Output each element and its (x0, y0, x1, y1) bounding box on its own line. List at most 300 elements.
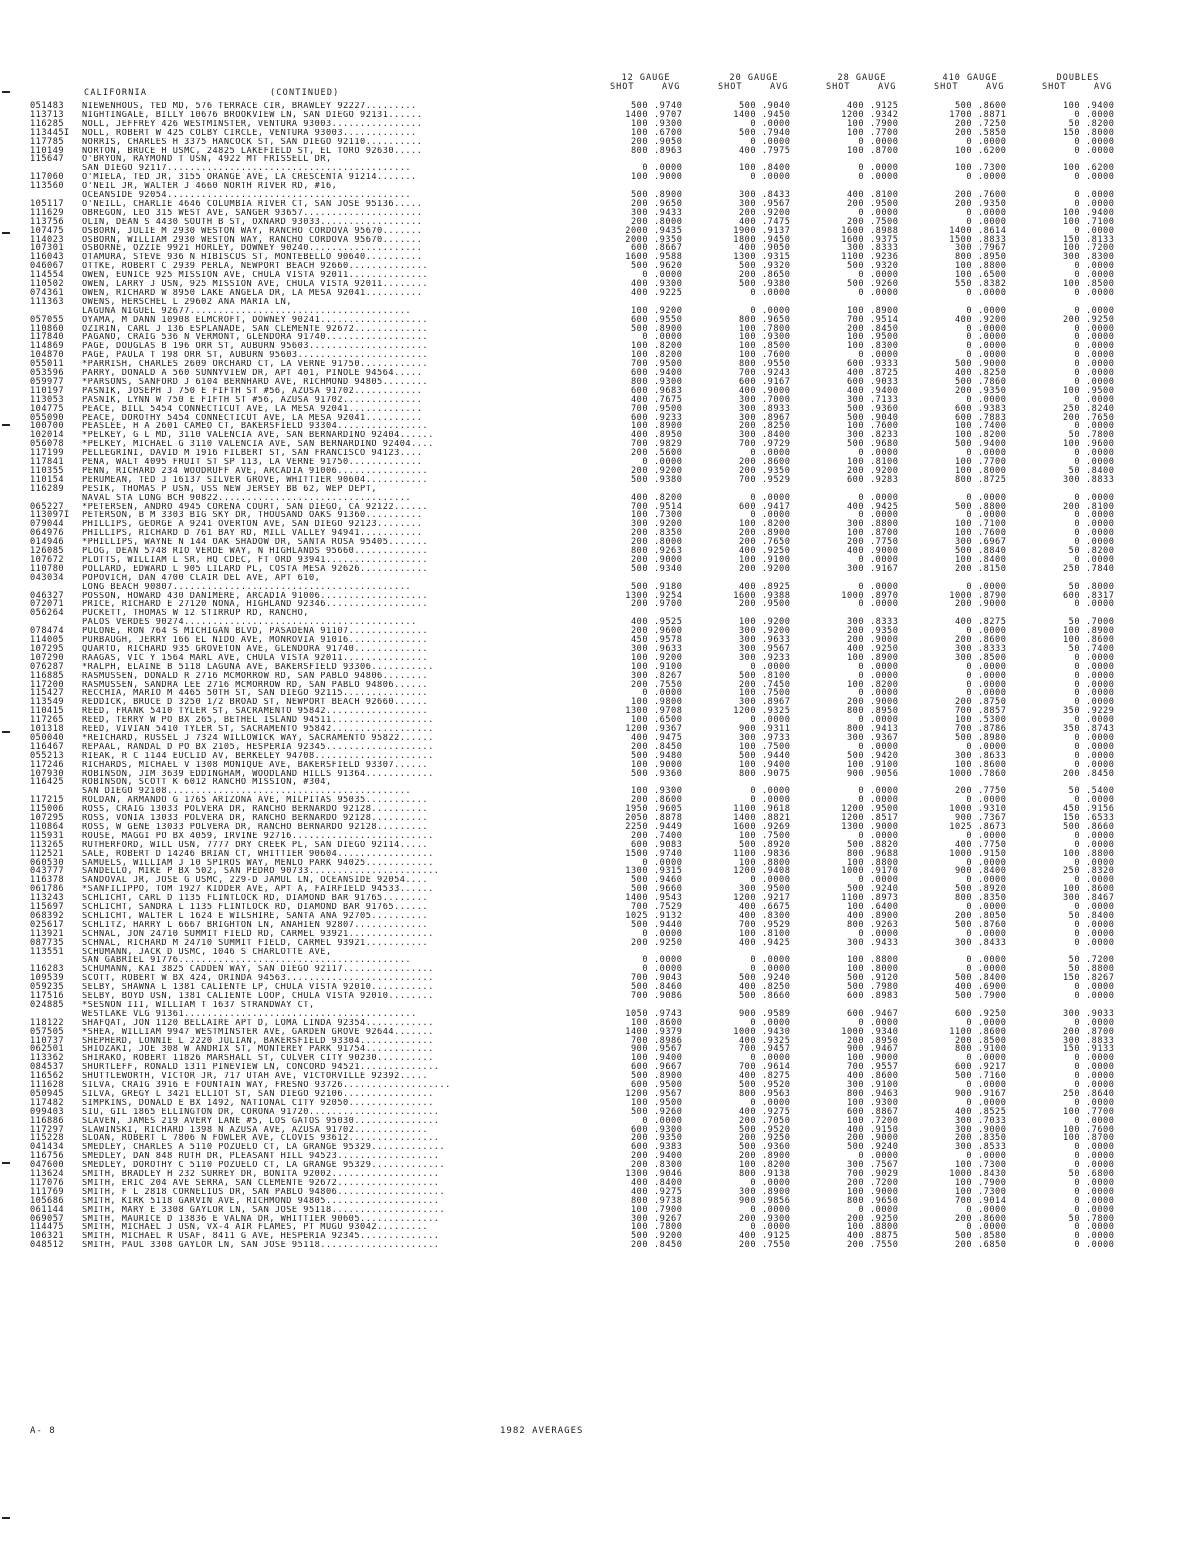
average-value: .7160 (978, 1071, 1007, 1082)
average-value: .0000 (654, 163, 683, 174)
average-value: .0000 (1086, 991, 1115, 1001)
average-value: .8533 (978, 1142, 1007, 1153)
shot-count: 0 (966, 1017, 972, 1028)
average-value: .9086 (654, 991, 683, 1001)
member-name-address: OTAMURA, STEVE 936 N HIBISCUS ST, MONTEBELLO 90640.......... (82, 253, 423, 263)
shot-count: 100 (846, 1222, 864, 1233)
shot-count: 0 (966, 830, 972, 841)
average-value: .8980 (978, 732, 1007, 743)
shot-count: 500 (846, 1142, 864, 1153)
average-value: .0000 (978, 928, 1007, 939)
shot-count: 400 (738, 937, 756, 948)
average-value: .6700 (654, 127, 683, 138)
average-value: .9707 (654, 109, 683, 120)
member-id: 062501 (30, 1044, 65, 1055)
shot-count: 600 (630, 412, 648, 423)
member-id: 053596 (30, 368, 65, 378)
member-name-address: SAN GABRIEL 91776......................................... (82, 956, 412, 966)
shot-count: 0 (1074, 741, 1080, 752)
average-value: .9250 (870, 643, 899, 654)
shot-count: 0 (1074, 172, 1080, 183)
average-value: .0000 (978, 136, 1007, 147)
shot-count: 500 (846, 403, 864, 414)
shot-count: 200 (630, 626, 648, 637)
member-name-address: *PARSONS, SANFORD J 6104 BERNHARD AVE, RICHMOND 94805........ (82, 377, 429, 387)
shot-count: 100 (954, 145, 972, 156)
member-id: 113265 (30, 839, 65, 850)
member-id: 055090 (30, 412, 65, 423)
average-value: .8640 (1086, 1088, 1115, 1099)
average-value: .0000 (762, 661, 791, 672)
shot-count: 100 (630, 786, 648, 797)
average-value: .0000 (870, 661, 899, 672)
member-name-address: ROBINSON, JIM 3639 EDDINGHAM, WOODLAND HILLS 91364............ (82, 769, 434, 779)
shot-count: 0 (642, 688, 648, 699)
member-name-address: PHILLIPS, GEORGE A 9241 OVERTON AVE, SAN DIEGO 92123........ (82, 520, 423, 530)
shot-count: 500 (630, 1071, 648, 1082)
average-value: .7675 (654, 394, 683, 405)
member-name-address: O'BRYON, RAYMOND T USN, 4922 MT FRISSELL DR, (82, 155, 332, 165)
member-id: 117840 (30, 332, 65, 343)
shot-count: 300 (738, 643, 756, 654)
average-value: .8350 (978, 893, 1007, 904)
average-value: .0000 (978, 875, 1007, 886)
shot-count: 600 (630, 368, 648, 378)
shot-count: 0 (1074, 350, 1080, 361)
average-value: .8400 (978, 973, 1007, 984)
shot-count: 50 (1068, 964, 1080, 975)
member-name-address: *SESNON III, WILLIAM T 1637 STRANDWAY CT, (82, 1000, 315, 1010)
shot-count: 200 (630, 554, 648, 565)
average-value: .9260 (654, 1106, 683, 1117)
average-value: .9200 (762, 207, 791, 218)
shot-count: 1600 (733, 821, 756, 832)
average-value: .0000 (978, 795, 1007, 806)
average-value: .9311 (762, 724, 791, 734)
average-value: .9360 (654, 768, 683, 779)
member-id: 061786 (30, 884, 65, 895)
shot-count: 700 (846, 314, 864, 325)
average-value: .8950 (654, 430, 683, 441)
member-id: 113097I (30, 510, 70, 521)
shot-count: 300 (846, 1160, 864, 1171)
average-value: .9367 (870, 732, 899, 743)
shot-count: 250 (1062, 403, 1080, 414)
shot-count: 100 (846, 127, 864, 138)
member-id: 050040 (30, 732, 65, 743)
shot-count: 200 (630, 1160, 648, 1171)
shot-count: 150 (1062, 127, 1080, 138)
average-value: .0000 (978, 741, 1007, 752)
shot-count: 600 (630, 314, 648, 325)
shot-count: 700 (738, 474, 756, 485)
member-name-address: REDDICK, BRUCE D 3250 1/2 BROAD ST, NEWPORT BEACH 92660...... (82, 698, 429, 708)
average-value: .8933 (762, 403, 791, 414)
shot-count: 0 (966, 207, 972, 218)
average-value: .9620 (654, 261, 683, 272)
average-value: .7400 (654, 830, 683, 841)
average-value: .0000 (870, 163, 899, 174)
shot-count: 100 (954, 1160, 972, 1171)
average-value: .9133 (1086, 1044, 1115, 1055)
shot-count: 600 (630, 839, 648, 850)
shot-count: 400 (846, 385, 864, 396)
member-name-address: SMITH, BRADLEY H 232 SURREY DR, BONITA 92002................... (82, 1170, 440, 1179)
shot-count: 200 (1062, 501, 1080, 512)
average-value: .0000 (1086, 537, 1115, 548)
average-value: .9650 (762, 314, 791, 325)
average-value: .6533 (1086, 813, 1115, 823)
average-value: .8900 (762, 1151, 791, 1162)
member-name-address: SELBY, SHAWNA L 1381 CALIENTE LP, CHULA VISTA 92010........... (82, 983, 434, 993)
shot-count: 100 (954, 1186, 972, 1197)
average-value: .9743 (654, 1008, 683, 1019)
shot-count: 600 (630, 243, 648, 254)
average-value: .0000 (762, 964, 791, 975)
member-id: 113549 (30, 697, 65, 708)
shot-count: 400 (738, 910, 756, 921)
shot-count: 600 (954, 1008, 972, 1019)
average-value: .9138 (762, 1169, 791, 1179)
average-value: .0000 (978, 492, 1007, 503)
member-id: 060530 (30, 857, 65, 868)
average-value: .0000 (870, 350, 899, 361)
average-value: .9360 (870, 403, 899, 414)
member-name-address: PELLEGRINI, DAVID M 1916 FILBERT ST, SAN FRANCISCO 94123.... (82, 449, 423, 459)
shot-count: 200 (954, 127, 972, 138)
member-name-address: QUARTO, RICHARD 935 GROVETON AVE, GLENDORA 91740............. (82, 644, 429, 654)
shot-count: 0 (1074, 599, 1080, 610)
member-id: 069057 (30, 1213, 65, 1224)
average-value: .8800 (978, 501, 1007, 512)
member-name-address: NORRIS, CHARLES H 3375 HANCOCK ST, SAN DIEGO 92110.......... (82, 137, 423, 147)
average-value: .0000 (978, 332, 1007, 343)
average-value: .0000 (870, 287, 899, 298)
average-value: .0000 (1086, 359, 1115, 370)
shot-count: 700 (738, 1062, 756, 1073)
shot-count: 0 (966, 1151, 972, 1162)
average-value: .8600 (978, 759, 1007, 770)
shot-count: 100 (954, 430, 972, 441)
member-name-address: PETERSON, B M 3303 BIG SKY DR, THOUSAND OAKS 91360.......... (82, 511, 423, 521)
shot-count: 300 (738, 1186, 756, 1197)
average-value: .8200 (870, 679, 899, 690)
shot-count: 100 (846, 679, 864, 690)
member-id: 115647 (30, 154, 65, 165)
average-value: .9240 (762, 973, 791, 984)
shot-count: 0 (966, 661, 972, 672)
shot-count: 100 (630, 350, 648, 361)
shot-count: 700 (954, 1195, 972, 1206)
shot-count: 300 (954, 652, 972, 663)
shot-count: 0 (750, 118, 756, 129)
shot-count: 800 (630, 145, 648, 156)
average-value: .7200 (1086, 243, 1115, 254)
shot-count: 0 (966, 172, 972, 183)
shot-count: 800 (954, 474, 972, 485)
shot-count: 200 (954, 635, 972, 645)
average-value: .8867 (870, 1106, 899, 1117)
shot-count: 400 (630, 430, 648, 441)
member-id: 116562 (30, 1071, 65, 1082)
shot-count: 400 (738, 902, 756, 912)
shot-count: 100 (1062, 635, 1080, 645)
shot-count: 400 (630, 492, 648, 503)
shot-count: 100 (846, 1186, 864, 1197)
shot-count: 1000 (841, 866, 864, 877)
shot-count: 400 (738, 546, 756, 556)
shot-count: 50 (1068, 465, 1080, 476)
shot-count: 0 (1074, 261, 1080, 272)
average-value: .7600 (762, 350, 791, 361)
average-value: .8900 (1086, 626, 1115, 637)
shot-count: 0 (750, 715, 756, 726)
average-value: .9467 (870, 1044, 899, 1055)
member-name-address: NIEWENHOUS, TED MD, 576 TERRACE CIR, BRAWLEY 92227......... (82, 102, 417, 111)
average-value: .0000 (978, 1017, 1007, 1028)
shot-count: 800 (738, 314, 756, 325)
average-value: .0000 (1086, 1115, 1115, 1126)
shot-count: 300 (846, 243, 864, 254)
average-value: .0000 (654, 955, 683, 966)
shot-count: 1100 (949, 1026, 972, 1037)
shot-count: 0 (750, 1222, 756, 1233)
shot-count: 500 (846, 839, 864, 850)
average-value: .9342 (870, 109, 899, 120)
shot-count: 0 (1074, 919, 1080, 930)
average-value: .9525 (654, 617, 683, 628)
shot-count: 500 (630, 1231, 648, 1242)
average-value: .5850 (978, 127, 1007, 138)
average-value: .7475 (762, 216, 791, 227)
shot-count: 700 (630, 439, 648, 450)
shot-count: 300 (630, 670, 648, 681)
member-name-address: NIGHTINGALE, BILLY 10676 BROOKVIEW LN, SAN DIEGO 92131...... (82, 110, 423, 120)
average-value: .9400 (654, 1151, 683, 1162)
shot-count: 1400 (949, 225, 972, 236)
shot-count: 0 (642, 955, 648, 966)
member-name-address: PUCKETT, THOMAS W 12 STIRRUP RD, RANCHO, (82, 609, 309, 619)
shot-count: 400 (738, 1071, 756, 1082)
average-value: .9260 (870, 279, 899, 289)
average-value: .9229 (1086, 706, 1115, 717)
member-id: 113362 (30, 1053, 65, 1064)
average-value: .8200 (654, 492, 683, 503)
average-value: .8600 (654, 1017, 683, 1028)
average-value: .8700 (870, 145, 899, 156)
average-value: .9520 (762, 1080, 791, 1090)
shot-count: 0 (858, 581, 864, 592)
average-value: .8833 (978, 234, 1007, 245)
member-name-address: POPOVICH, DAN 4700 CLAIR DEL AVE, APT 610, (82, 573, 321, 583)
average-value: .0000 (978, 1097, 1007, 1108)
average-value: .8600 (870, 1071, 899, 1082)
average-value: .8600 (978, 635, 1007, 645)
member-name-address: OSBORN, JULIE M 2930 WESTON WAY, RANCHO CORDOVA 95670....... (82, 226, 423, 236)
shot-count: 300 (846, 430, 864, 441)
average-value: .9567 (654, 1044, 683, 1055)
shot-count: 500 (630, 884, 648, 895)
shot-count: 0 (642, 928, 648, 939)
average-value: .0000 (1086, 652, 1115, 663)
average-value: .0000 (978, 964, 1007, 975)
member-name-address: PASNIK, LYNN W 750 E FIFTH ST #56, AZUSA 91702.............. (82, 395, 423, 405)
shot-count: 800 (954, 893, 972, 904)
member-name-address: SLOAN, ROBERT L 7806 N FOWLER AVE, CLOVIS 93612................ (82, 1134, 440, 1144)
shot-count: 0 (1074, 305, 1080, 316)
shot-count: 1100 (733, 804, 756, 815)
average-value: .7940 (762, 127, 791, 138)
shot-count: 700 (738, 919, 756, 930)
average-value: .0000 (654, 857, 683, 868)
average-value: .9000 (762, 385, 791, 396)
shot-count: 500 (738, 973, 756, 984)
member-name-address: SELBY, BOYD USN, 1381 CALIENTE LOOP, CHULA VISTA 92010........ (82, 992, 434, 1001)
average-value: .0000 (762, 1017, 791, 1028)
shot-count: 0 (858, 492, 864, 503)
shot-count: 200 (630, 448, 648, 459)
shot-count: 300 (738, 635, 756, 645)
member-id: 117297 (30, 1124, 65, 1135)
shot-count: 0 (642, 332, 648, 343)
average-value: .9520 (762, 1124, 791, 1135)
member-name-address: PLOG, DEAN 5748 RIO VERDE WAY, N HIGHLANDS 95660............. (82, 547, 429, 556)
average-value: .7700 (978, 457, 1007, 467)
average-value: .8000 (1086, 127, 1115, 138)
average-value: .8200 (654, 341, 683, 352)
average-value: .0000 (762, 136, 791, 147)
state-heading: CALIFORNIA (84, 88, 148, 98)
margin-mark (2, 1162, 10, 1164)
shot-count: 600 (630, 1080, 648, 1090)
member-name-address: PURBAUGH, JERRY 166 EL NIDO AVE, MONROVIA 91016.............. (82, 636, 429, 645)
shot-count: 300 (954, 1115, 972, 1126)
average-value: .8200 (762, 519, 791, 530)
shot-count: 50 (1068, 955, 1080, 966)
member-id: 046327 (30, 590, 65, 601)
member-name-address: PENA, WALT 4095 FRUIT ST SP 113, LA VERNE 91750............. (82, 458, 423, 467)
member-id: 050945 (30, 1088, 65, 1099)
member-name-address: SAN DIEGO 92117........................................... (82, 164, 412, 174)
average-value: .8500 (762, 341, 791, 352)
average-value: .9440 (762, 750, 791, 761)
average-value: .9310 (978, 804, 1007, 815)
average-value: .9375 (870, 234, 899, 245)
average-value: .8000 (654, 537, 683, 548)
average-value: .8500 (978, 1035, 1007, 1046)
average-value: .0000 (870, 741, 899, 752)
shot-count: 400 (738, 243, 756, 254)
average-value: .9120 (870, 973, 899, 984)
average-value: .0000 (762, 448, 791, 459)
shot-count: 0 (750, 448, 756, 459)
average-value: .0000 (978, 1080, 1007, 1090)
average-value: .0000 (1086, 830, 1115, 841)
shot-count: 400 (846, 368, 864, 378)
shot-count: 200 (630, 537, 648, 548)
average-value: .8986 (654, 1035, 683, 1046)
shot-count: 100 (846, 652, 864, 663)
average-value: .8517 (870, 813, 899, 823)
member-id: 105117 (30, 198, 65, 209)
shot-count: 100 (846, 955, 864, 966)
shot-count: 200 (954, 1133, 972, 1144)
average-value: .0000 (654, 457, 683, 467)
shot-count: 0 (966, 741, 972, 752)
average-value: .8700 (1086, 1026, 1115, 1037)
shot-count: 0 (750, 1053, 756, 1064)
average-value: .7750 (978, 786, 1007, 797)
shot-count: 100 (846, 1097, 864, 1108)
shot-count: 500 (738, 839, 756, 850)
average-value: .7300 (978, 1186, 1007, 1197)
average-value: .8857 (978, 706, 1007, 717)
shot-count: 0 (966, 1097, 972, 1108)
shot-count: 500 (846, 982, 864, 993)
average-value: .8600 (978, 1213, 1007, 1224)
shot-count: 200 (738, 537, 756, 548)
shot-count: 200 (630, 465, 648, 476)
shot-count: 500 (846, 412, 864, 423)
member-name-address: SAMUELS, WILLIAM J 10 SPIROS WAY, MENLO PARK 94025............ (82, 858, 434, 868)
average-value: .0000 (978, 216, 1007, 227)
average-value: .0000 (1086, 661, 1115, 672)
shot-count: 200 (738, 1213, 756, 1224)
average-value: .7840 (1086, 563, 1115, 574)
average-value: .8700 (1086, 1133, 1115, 1144)
shot-count: 0 (642, 270, 648, 281)
shot-count: 0 (1074, 1142, 1080, 1153)
member-name-address: ROSS, CRAIG 13033 POLVERA DR, RANCHO BERNARDO 92128.......... (82, 805, 429, 815)
shot-count: 0 (1074, 750, 1080, 761)
average-value: .0000 (978, 688, 1007, 699)
average-value: .9400 (654, 368, 683, 378)
shot-count: 500 (846, 884, 864, 895)
member-id: 107930 (30, 768, 65, 779)
shot-count: 600 (846, 991, 864, 1001)
average-value: .0000 (654, 270, 683, 281)
shot-count: 300 (1062, 474, 1080, 485)
member-name-address: PULONE, RON 764 S MICHIGAN BLVD, PASADENA 91107.............. (82, 627, 429, 637)
shot-count: 0 (1074, 1186, 1080, 1197)
shot-count: 0 (858, 172, 864, 183)
average-value: .0000 (1086, 350, 1115, 361)
average-value: .9600 (654, 626, 683, 637)
shot-count: 1500 (949, 234, 972, 245)
average-value: .9033 (1086, 1008, 1115, 1019)
average-value: .9000 (870, 697, 899, 708)
shot-count: 0 (858, 830, 864, 841)
member-name-address: SIU, GIL 1865 ELLINGTON DR, CORONA 91720....................... (82, 1107, 440, 1117)
average-value: .9475 (654, 732, 683, 743)
shot-count: 0 (1074, 670, 1080, 681)
average-value: .8200 (762, 1160, 791, 1171)
member-name-address: SHURTLEFF, RONALD 1311 PINEVIEW LN, CONCORD 94521.............. (82, 1063, 440, 1073)
average-value: .9350 (870, 626, 899, 637)
shot-count: 0 (750, 875, 756, 886)
average-value: .5300 (978, 715, 1007, 726)
member-id: 116425 (30, 777, 65, 788)
shot-count: 0 (642, 1115, 648, 1126)
shot-count: 0 (858, 1151, 864, 1162)
member-id: 111629 (30, 207, 65, 218)
shot-count: 400 (738, 216, 756, 227)
average-value: .7300 (978, 1160, 1007, 1171)
shot-count: 800 (954, 1044, 972, 1055)
shot-count: 0 (750, 287, 756, 298)
member-name-address: OWENS, HERSCHEL L 29602 ANA MARIA LN, (82, 297, 292, 307)
shot-count: 200 (846, 198, 864, 209)
